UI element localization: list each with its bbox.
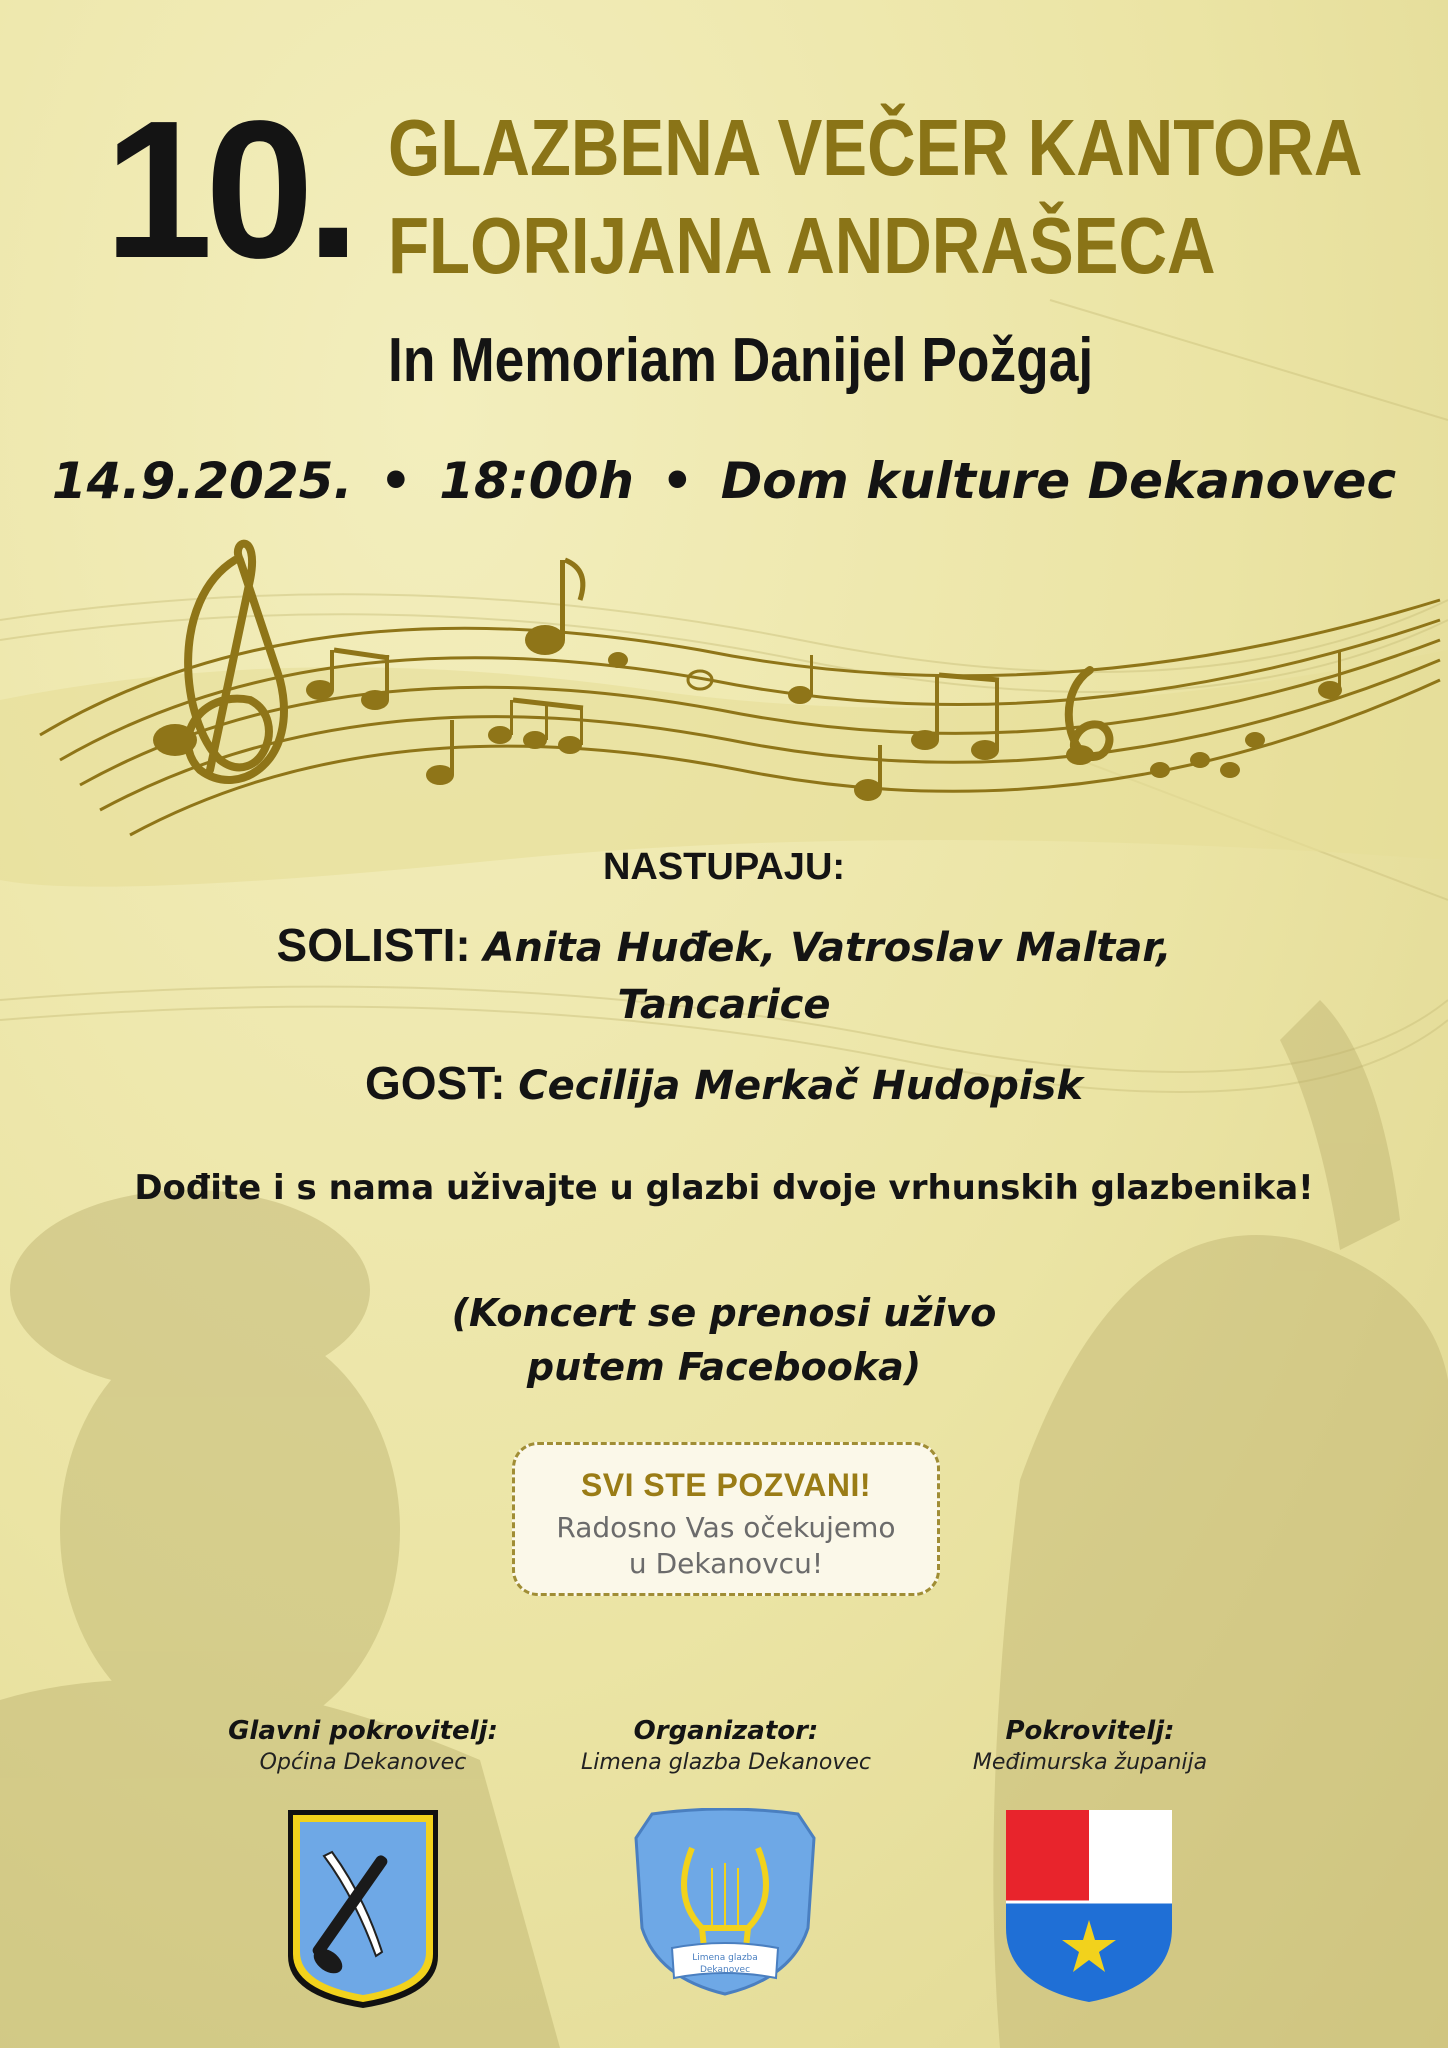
separator-dot: • [379,452,412,510]
event-date-time-venue [0,452,1448,510]
event-venue: Dom kulture Dekanovec [720,452,1397,510]
callout-title: SVI STE POZVANI! [580,1467,872,1503]
sponsor-role: Organizator: [633,1716,819,1746]
soloists-line-2 [0,982,1448,1028]
performers-heading: NASTUPAJU: [602,846,846,888]
dekanovec-crest-icon [284,1806,442,2012]
sponsor-organizer [526,1716,926,1775]
sponsor-patron [890,1716,1290,1775]
callout-line-1: Radosno Vas očekujemo [556,1511,896,1544]
guest-name: Cecilija Merkač Hudopisk [518,1063,1083,1109]
callout-text [515,1510,937,1582]
sponsor-role: Pokrovitelj: [1005,1716,1175,1746]
edition-number: 10. [104,80,353,299]
guest-line [0,1056,1448,1110]
soloists-names: Anita Huđek, Vatroslav Maltar, [483,925,1172,971]
event-date: 14.9.2025. [51,452,353,510]
invitation-callout [512,1442,940,1596]
event-time: 18:00h [439,452,634,510]
sponsor-name: Limena glazba Dekanovec [580,1750,872,1775]
invitation-text: Dođite i s nama uživajte u glazbi dvoje vrhunskih glazbenika! [134,1168,1314,1208]
livestream-line-1: (Koncert se prenosi uživo [451,1291,997,1335]
medimurje-crest-icon [1004,1808,1174,2004]
badge-text-line-2: Dekanovec [699,1965,751,1975]
sponsor-main [163,1716,563,1775]
badge-text-line-1: Limena glazba [692,1953,758,1963]
livestream-note [0,1286,1448,1394]
sponsor-name: Općina Dekanovec [259,1750,467,1775]
event-title-line-1: GLAZBENA VEČER KANTORA [388,103,1363,192]
soloists-names-cont: Tancarice [617,982,831,1028]
separator-dot: • [661,452,694,510]
event-subtitle: In Memoriam Danijel Požgaj [388,326,1094,395]
soloists-label: SOLISTI: [276,919,471,971]
event-title-line-2: FLORIJANA ANDRAŠECA [388,201,1216,290]
sponsor-role: Glavni pokrovitelj: [228,1716,498,1746]
callout-line-2: u Dekanovcu! [628,1547,824,1580]
guest-label: GOST: [365,1057,506,1109]
lyre-crest-icon [632,1808,818,1998]
sponsor-name: Međimurska županija [972,1750,1208,1775]
livestream-line-2: putem Facebooka) [526,1345,922,1389]
soloists-line [0,918,1448,972]
